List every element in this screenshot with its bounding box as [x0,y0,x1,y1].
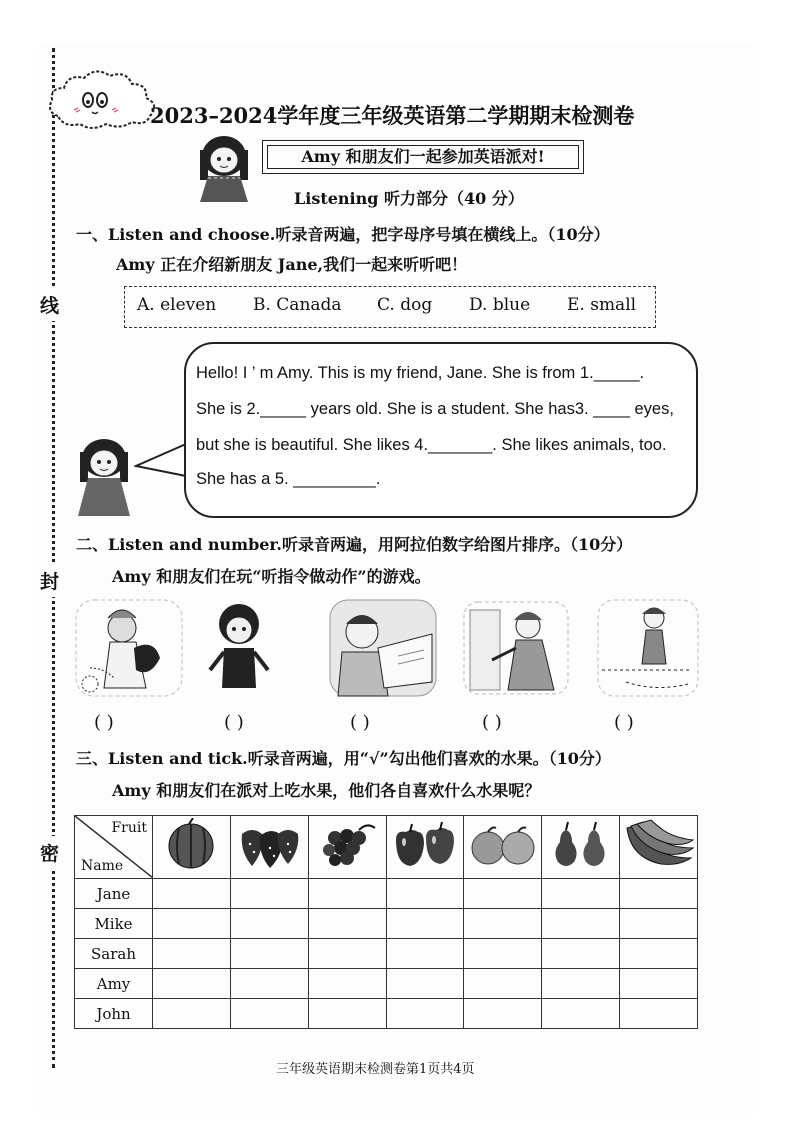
option-e: E. small [567,295,637,315]
section2-heading: 二、Listen and number.听录音两遍，用阿拉伯数字给图片排序。（10分） [76,535,633,554]
tick-cell[interactable] [230,939,308,969]
tick-cell[interactable] [308,999,386,1029]
tick-cell[interactable] [464,939,542,969]
tick-cell[interactable] [308,969,386,999]
option-b: B. Canada [253,295,342,315]
apple-icon [390,818,460,872]
tick-cell[interactable] [153,969,231,999]
fruit-col-watermelon [153,816,231,879]
fruit-tick-table [74,815,698,1029]
banner-text: Amy 和朋友们一起参加英语派对! [301,147,545,166]
header-diagonal-cell [75,816,153,879]
tick-cell[interactable] [308,909,386,939]
tick-cell[interactable] [386,879,464,909]
fruit-col-orange [464,816,542,879]
fruit-col-grapes [308,816,386,879]
row-name-jane: Jane [75,879,153,909]
cloud-icon [44,66,164,136]
row-name-sarah: Sarah [75,939,153,969]
picture-girl-line [596,598,700,698]
picture-touch-head [74,598,184,698]
fruit-col-banana [620,816,698,879]
pear-icon [546,818,616,872]
table-row [75,879,698,909]
table-row [75,939,698,969]
section2-intro: Amy 和朋友们在玩“听指令做动作”的游戏。 [112,567,431,586]
margin-char-feng: 封 [40,564,59,597]
tick-cell[interactable] [620,879,698,909]
passage-line-3: but she is beautiful. She likes 4._______. She likes animals, too. [196,436,667,454]
margin-char-xian: 线 [40,288,59,321]
table-header-row [75,816,698,879]
tick-cell[interactable] [464,909,542,939]
tick-cell[interactable] [386,969,464,999]
options-box [124,286,656,328]
tick-cell[interactable] [153,999,231,1029]
tick-cell[interactable] [386,939,464,969]
banana-icon [621,818,697,872]
grapes-icon [315,818,379,872]
margin-char-mi: 密 [40,836,59,869]
binding-dotted-line [52,48,55,1068]
strawberry-icon [234,818,304,872]
answer-bracket-5[interactable]: ( ) [614,712,634,733]
speech-tail [134,440,188,480]
passage-line-1: Hello! I ’ m Amy. This is my friend, Jane. She is from 1._____. [196,364,645,382]
tick-cell[interactable] [542,879,620,909]
tick-cell[interactable] [464,969,542,999]
picture-boy-arms [206,600,272,694]
section1-heading: 一、Listen and choose.听录音两遍，把字母序号填在横线上。（10分） [76,225,610,244]
section3-heading: 三、Listen and tick.听录音两遍，用“√”勾出他们喜欢的水果。（10分） [76,749,611,768]
listening-header: Listening 听力部分（40 分） [294,189,524,208]
tick-cell[interactable] [386,909,464,939]
tick-cell[interactable] [542,909,620,939]
page-footer: 三年级英语期末检测卷第1页共4页 [276,1062,475,1077]
exam-title: 2023–2024学年度三年级英语第二学期期末检测卷 [150,103,635,128]
section3-intro: Amy 和朋友们在派对上吃水果，他们各自喜欢什么水果呢？ [112,781,541,800]
tick-cell[interactable] [308,939,386,969]
fruit-col-pear [542,816,620,879]
option-d: D. blue [469,295,531,315]
tick-cell[interactable] [386,999,464,1029]
fruit-col-apple [386,816,464,879]
header-fruit-label: Fruit [111,820,147,836]
tick-cell[interactable] [620,939,698,969]
header-name-label: Name [81,858,124,874]
tick-cell[interactable] [153,879,231,909]
watermelon-icon [161,818,221,872]
tick-cell[interactable] [153,939,231,969]
tick-cell[interactable] [230,909,308,939]
row-name-amy: Amy [75,969,153,999]
option-a: A. eleven [137,295,217,315]
row-name-mike: Mike [75,909,153,939]
passage-line-2: She is 2._____ years old. She is a student. She has3. ____ eyes, [196,400,674,418]
orange-icon [468,818,538,872]
tick-cell[interactable] [153,909,231,939]
row-name-john: John [75,999,153,1029]
banner-box [262,140,584,174]
tick-cell[interactable] [542,939,620,969]
picture-open-book [328,598,438,698]
answer-bracket-4[interactable]: ( ) [482,712,502,733]
tick-cell[interactable] [620,999,698,1029]
table-row [75,909,698,939]
tick-cell[interactable] [620,969,698,999]
tick-cell[interactable] [230,969,308,999]
tick-cell[interactable] [230,999,308,1029]
fruit-col-strawberry [230,816,308,879]
picture-girl-door [462,600,570,696]
tick-cell[interactable] [230,879,308,909]
answer-bracket-2[interactable]: ( ) [224,712,244,733]
tick-cell[interactable] [464,999,542,1029]
tick-cell[interactable] [464,879,542,909]
answer-bracket-3[interactable]: ( ) [350,712,370,733]
tick-cell[interactable] [542,969,620,999]
girl-speaker-illustration [72,436,136,520]
girl-amy-illustration [192,132,256,204]
table-row [75,969,698,999]
table-row [75,999,698,1029]
answer-bracket-1[interactable]: ( ) [94,712,114,733]
tick-cell[interactable] [308,879,386,909]
option-c: C. dog [377,295,433,315]
passage-line-4: She has a 5. _________. [196,470,381,488]
speech-bubble [184,342,698,518]
tick-cell[interactable] [620,909,698,939]
section1-intro: Amy 正在介绍新朋友 Jane,我们一起来听听吧！ [116,255,468,274]
tick-cell[interactable] [542,999,620,1029]
